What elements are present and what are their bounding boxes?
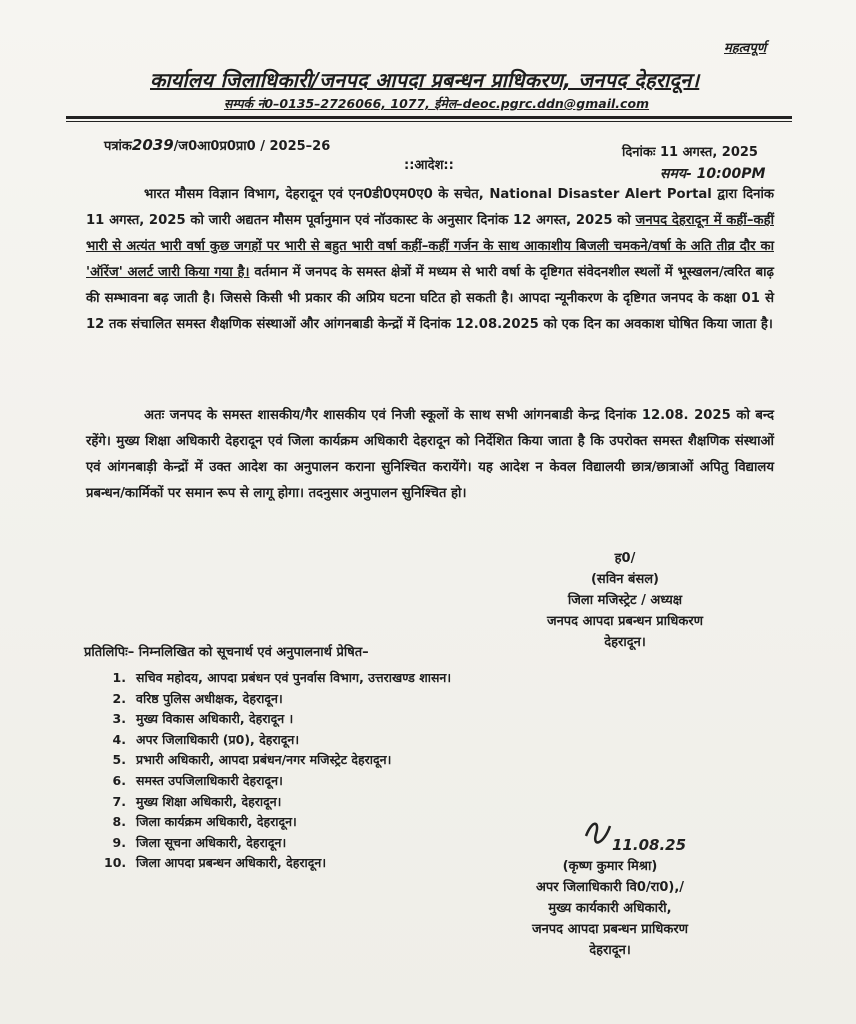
signed-mark: ह0/ bbox=[614, 551, 636, 566]
copy-to-intro: प्रतिलिपिः– निम्नलिखित को सूचनार्थ एवं अनुपालनार्थ प्रेषित– bbox=[84, 645, 369, 660]
signatory-block-adm bbox=[500, 842, 720, 961]
reference-prefix: पत्रांक bbox=[104, 139, 132, 154]
signatory-name: (कृष्ण कुमार मिश्रा) bbox=[562, 859, 658, 874]
list-item: 9. जिला सूचना अधिकारी, देहरादून। bbox=[112, 834, 287, 850]
copy-to-list bbox=[104, 668, 451, 874]
list-item: 4. अपर जिलाधिकारी (प्र0), देहरादून। bbox=[112, 731, 300, 747]
order-heading: ::आदेश:: bbox=[404, 158, 454, 173]
paragraph-1-text-a: भारत मौसम विज्ञान विभाग, देहरादून एवं एन0डी0एम0ए0 के सचेत, National Disaster Alert Portal द्वारा दिनांक 11 अगस्त, 2025 को जारी अद्यतन मौसम पूर्वानुमान एवं नॉउकास्ट के अनुसार दिनांक 12 अगस्त, 2025 को bbox=[86, 187, 774, 228]
paragraph-1-text-b: वर्तमान में जनपद के समस्त क्षेत्रों में मध्यम से भारी वर्षा के दृष्टिगत संवेदनशील स्थलों में भूस्खलन/त्वरित बाढ़ की सम्भावना बढ़ जाती है। जिससे किसी भी प्रकार की अप्रिय घटना घटित हो सकती है। आपदा न्यूनीकरण के दृष्टिगत जनपद के कक्षा 01 से 12 तक संचालित समस्त शैक्षणिक संस्थाओं और आंगनबाडी केन्द्रों में दिनांक 12.08.2025 को एक दिन का अवकाश घोषित किया जाता है। bbox=[86, 265, 774, 332]
order-paragraph-2: अतः जनपद के समस्त शासकीय/गैर शासकीय एवं निजी स्कूलों के साथ सभी आंगनबाडी केन्द्र दिनांक 12.08. 2025 को बन्द रहेंगे। मुख्य शिक्षा अधिकारी देहरादून एवं जिला कार्यक्रम अधिकारी देहरादून को निर्देशित किया जाता है कि उपरोक्त समस्त शैक्षणिक संस्थाओं एवं आंगनबाड़ी केन्द्रों में उक्त आदेश का अनुपालन कराना सुनिश्चित करायेंगे। यह आदेश न केवल विद्यालयी छात्र/छात्राओं अपितु विद्यालय प्रबन्धन/कार्मिकों पर समान रूप से लागू होगा। तदनुसार अनुपालन सुनिश्चित हो। bbox=[86, 408, 774, 501]
reference-number bbox=[104, 136, 330, 154]
list-item: 5. प्रभारी अधिकारी, आपदा प्रबंधन/नगर मजिस्ट्रेट देहरादून। bbox=[112, 752, 392, 768]
signatory-block-dm bbox=[530, 548, 720, 653]
signature-spacer bbox=[500, 842, 720, 856]
office-title: कार्यालय जिलाधिकारी/जनपद आपदा प्रबन्धन प्राधिकरण, जनपद देहरादून। bbox=[150, 68, 700, 92]
list-item: 3. मुख्य विकास अधिकारी, देहरादून । bbox=[112, 711, 294, 727]
orange-alert-underlined-text: जनपद देहरादून में कहीं–कहीं भारी से अत्यंत भारी वर्षा कुछ जगहों पर भारी से बहुत भारी वर्षा कहीं–कहीं गर्जन के साथ आकाशीय बिजली चमकने/वर्षा के अति तीव्र दौर का 'ऑरेंज' अलर्ट जारी किया गया है। bbox=[86, 213, 774, 280]
list-item: 6. समस्त उपजिलाधिकारी देहरादून। bbox=[112, 772, 283, 788]
list-item: 2. वरिष्ठ पुलिस अधीक्षक, देहरादून। bbox=[112, 690, 283, 706]
header-divider bbox=[66, 116, 792, 119]
reference-handwritten-number: 2039 bbox=[131, 136, 174, 154]
signatory-designation: अपर जिलाधिकारी वि0/रा0),/ bbox=[535, 880, 685, 895]
signatory-place: देहरादून। bbox=[589, 943, 631, 958]
signatory-authority: जनपद आपदा प्रबन्धन प्राधिकरण bbox=[546, 614, 704, 629]
reference-suffix: /ज0आ0प्र0प्रा0 / 2025–26 bbox=[173, 139, 331, 154]
list-item: 10. जिला आपदा प्रबन्धन अधिकारी, देहरादून। bbox=[104, 855, 327, 871]
order-date: दिनांकः 11 अगस्त, 2025 bbox=[622, 145, 758, 160]
important-mark: महत्वपूर्ण bbox=[724, 41, 767, 56]
list-item: 7. मुख्य शिक्षा अधिकारी, देहरादून। bbox=[112, 793, 282, 809]
signatory-name: (सविन बंसल) bbox=[590, 572, 660, 587]
signatory-authority: जनपद आपदा प्रबन्धन प्राधिकरण bbox=[531, 922, 689, 937]
signatory-designation: जिला मजिस्ट्रेट / अध्यक्ष bbox=[567, 593, 683, 608]
signatory-place: देहरादून। bbox=[604, 635, 646, 650]
list-item: 8. जिला कार्यक्रम अधिकारी, देहरादून। bbox=[112, 814, 297, 830]
order-paragraph-1 bbox=[86, 182, 774, 338]
signature-date: 11.08.25 bbox=[612, 836, 687, 854]
contact-line: सम्पर्क नं0–0135–2726066, 1077, ईमेल–deoc.pgrc.ddn@gmail.com bbox=[224, 96, 650, 111]
header-divider-thin bbox=[66, 121, 792, 122]
handwritten-time: समय- 10:00PM bbox=[660, 166, 766, 182]
signatory-designation-2: मुख्य कार्यकारी अधिकारी, bbox=[548, 901, 672, 916]
list-item: 1. सचिव महोदय, आपदा प्रबंधन एवं पुनर्वास विभाग, उत्तराखण्ड शासन। bbox=[112, 670, 452, 685]
